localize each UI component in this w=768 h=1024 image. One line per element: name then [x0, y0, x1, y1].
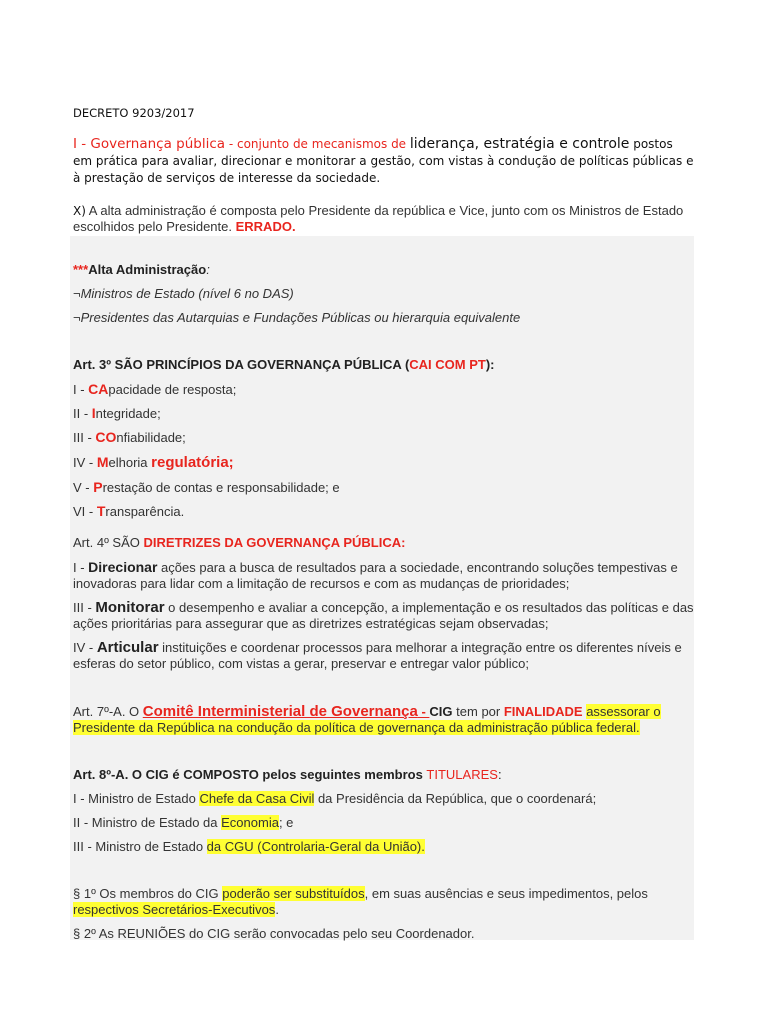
- stars-marker: ***: [73, 262, 89, 277]
- definition-key: liderança, estratégia e controle: [409, 136, 630, 152]
- principle-item: VI - Transparência.: [73, 503, 185, 519]
- titulares-label: TITULARES: [426, 767, 498, 782]
- member-item: III - Ministro de Estado da CGU (Controlaria-Geral da União).: [73, 839, 425, 854]
- diretrizes-label: DIRETRIZES DA GOVERNANÇA PÚBLICA:: [143, 535, 406, 550]
- definition-lead: I - Governança pública: [73, 136, 226, 152]
- art8-title: Art. 8º-A. O CIG é COMPOSTO pelos seguintes membros TITULARES:: [73, 767, 502, 782]
- statement-text: A alta administração é composta pelo Presidente da república e Vice, junto com os Ministros de Estado escolhidos pelo Presidente.: [73, 203, 684, 234]
- finalidade-label: FINALIDADE: [503, 704, 583, 719]
- art7-paragraph: Art. 7º-A. O Comitê Interministerial de Governança - CIG tem por FINALIDADE assessorar o Presidente da República na condução da política de governança da administração pública federal.: [73, 703, 661, 735]
- principle-item: V - Prestação de contas e responsabilidade; e: [73, 479, 340, 495]
- verdict-label: ERRADO.: [235, 219, 296, 234]
- definition-dash: - conjunto de mecanismos de: [225, 137, 410, 151]
- principle-item: II - Integridade;: [73, 405, 161, 421]
- directive-item: IV - Articular instituições e coordenar processos para melhorar a integração entre os diferentes níveis e esferas do setor público, com vistas a gerar, preservar e entregar valor público;: [73, 639, 682, 671]
- alta-admin-label: Alta Administração: [88, 262, 207, 277]
- principle-item: III - COnfiabilidade;: [73, 429, 186, 445]
- definition-rest: postos em prática para avaliar, direcionar e monitorar a gestão, com vistas à condução de políticas públicas e à prestação de serviços de interesse da sociedade.: [73, 137, 694, 185]
- governance-definition: [73, 136, 695, 187]
- principle-item: I - CApacidade de resposta;: [73, 381, 237, 397]
- art3-title: Art. 3º SÃO PRINCÍPIOS DA GOVERNANÇA PÚBLICA (CAI COM PT):: [73, 357, 495, 372]
- directive-item: I - Direcionar ações para a busca de resultados para a sociedade, encontrando soluções tempestivas e inovadoras para lidar com a limitação de recursos e com as mudanças de prioridades;: [73, 559, 678, 591]
- document-header: [73, 105, 695, 121]
- member-item: I - Ministro de Estado Chefe da Casa Civil da Presidência da República, que o coordenará;: [73, 791, 597, 806]
- decree-title: DECRETO 9203/2017: [73, 106, 195, 120]
- principle-item: IV - Melhoria regulatória;: [73, 454, 234, 471]
- cai-com-pt-tag: CAI COM PT: [409, 357, 486, 372]
- alta-admin-item: ¬Ministros de Estado (nível 6 no DAS): [73, 286, 294, 301]
- member-item: II - Ministro de Estado da Economia; e: [73, 815, 294, 830]
- directive-item: III - Monitorar o desempenho e avaliar a concepção, a implementação e os resultados das políticas e das ações prioritárias para assegurar que as diretrizes estratégicas sejam observadas;: [73, 599, 694, 631]
- highlighted-purpose: assessorar o Presidente da República na condução da política de governança da administração pública federal.: [73, 704, 661, 735]
- art4-title: Art. 4º SÃO DIRETRIZES DA GOVERNANÇA PÚBLICA:: [73, 535, 406, 550]
- paragraph-2: § 2º As REUNIÕES do CIG serão convocadas pelo seu Coordenador.: [73, 926, 475, 941]
- alta-admin-item: ¬Presidentes das Autarquias e Fundações Públicas ou hierarquia equivalente: [73, 310, 521, 325]
- paragraph-1: § 1º Os membros do CIG poderão ser substituídos, em suas ausências e seus impedimentos, pelos respectivos Secretários-Executivos.: [73, 886, 648, 917]
- x-marker-icon: X): [73, 204, 86, 218]
- cig-full-name: Comitê Interministerial de Governança: [142, 703, 418, 720]
- false-statement: [73, 203, 695, 235]
- alta-admin-title: ***Alta Administração:: [73, 262, 210, 277]
